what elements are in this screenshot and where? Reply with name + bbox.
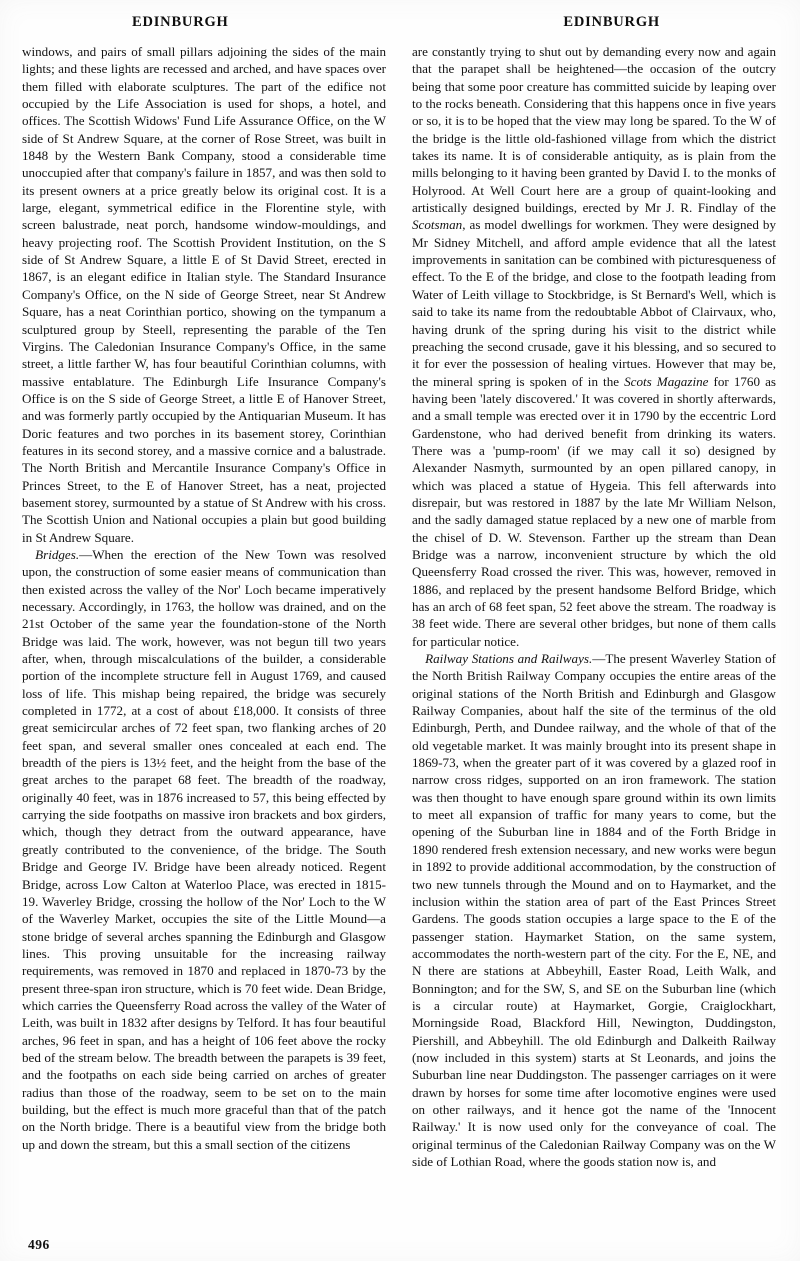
two-column-body (22, 43, 778, 1170)
left-column (22, 43, 386, 1153)
running-head-right: EDINBURGH (563, 14, 660, 30)
bridges-body-text: —When the erection of the New Town was resolved upon, the construction of some easier means of communication than then existed across the valley of the Nor' Loch became imperatively necessary. Accordingly, in 1763, the hollow was drained, and on the 21st October of the same year the foundation-stone of the North Bridge was laid. The work, however, was not begun till two years after, when, through miscalculations of the builder, a considerable portion of the incomplete structure fell in August 1769, and caused loss of life. This mishap being repaired, the bridge was securely completed in 1772, at a cost of about £18,000. It consists of three great semicircular arches of 72 feet span, two flanking arches of 20 feet span, and several smaller ones concealed at each end. The breadth of the piers is 13½ feet, and the height from the base of the great arches to the parapet 68 feet. The breadth of the roadway, originally 40 feet, was in 1876 increased to 57, this being effected by carrying the side footpaths on massive iron brackets and box girders, which, though they detract from the outward appearance, have greatly contributed to the convenience, of the bridge. The South Bridge and George IV. Bridge have been already noticed. Regent Bridge, across Low Calton at Waterloo Place, was erected in 1815-19. Waverley Bridge, crossing the hollow of the Nor' Loch to the W of the Waverley Market, occupies the site of the Little Mound—a stone bridge of several arches spanning the Edinburgh and Glasgow lines. This proving unsuitable for the increasing railway requirements, was removed in 1870 and replaced in 1870-73 by the present three-span iron structure, which is 70 feet wide. Dean Bridge, which carries the Queensferry Road across the valley of the Water of Leith, was built in 1832 after designs by Telford. It has four beautiful arches, 96 feet in span, and has a height of 106 feet above the rocky bed of the stream below. The breadth between the parapets is 39 feet, and the footpaths on each side being carried on arches of greater radius than those of the roadway, seem to be set on to the main building, but the effect is much more graceful than that of the patch on the North bridge. There is a beautiful view from the bridge both up and down the stream, but this a small section of the citizens (22, 546, 386, 1152)
italic-scotsman: Scotsman (412, 217, 463, 233)
running-head-left: EDINBURGH (132, 14, 229, 30)
paragraph-bridges (22, 546, 386, 1153)
right-text-part-1: are constantly trying to shut out by demanding every now and again that the parapet shall be heightened—the occasion of the outcry being that some poor creature has committed suicide by leaping over to the rocks beneath. Considering that this happens once in five years or so, it is to be hoped that the view may long be spared. To the W of the bridge is the little old-fashioned village from which the district takes its name. It is of considerable antiquity, as is plain from the mills belonging to it having been granted by David I. to the monks of Holyrood. At Well Court here are a group of quaint-looking and artistically designed buildings, erected by Mr J. R. Findlay of the (412, 44, 776, 216)
paragraph-dean-bridge-continued (412, 43, 776, 650)
right-text-part-2: , as model dwellings for workmen. They were designed by Mr Sidney Mitchell, and afford ample evidence that all the latest improvements in sanitation can be combined with picturesqueness of effect. To the E of the bridge, and close to the footpath leading from Water of Leith village to Stockbridge, is St Bernard's Well, which is said to take its name from the redoubtable Abbot of Clairvaux, who, having drunk of the spring during his visit to the district while preaching the second crusade, gave it his blessing, and so secured to it for ever the possession of healing virtues. However that may be, the mineral spring is spoken of in the (412, 217, 776, 389)
railway-run-in-heading: Railway Stations and Railways. (425, 651, 593, 667)
bridges-run-in-heading: Bridges. (35, 546, 80, 562)
page-number: 496 (28, 1237, 50, 1252)
paragraph-buildings: windows, and pairs of small pillars adjoining the sides of the main lights; and these lights are recessed and arched, and have spaces over them filled with elaborate sculptures. The part of the edifice not occupied by the Life Association is used for shops, a hotel, and offices. The Scottish Widows' Fund Life Assurance Office, on the W side of St Andrew Square, at the corner of Rose Street, was built in 1848 by the Western Bank Company, stood a considerable time unoccupied after that company's failure in 1857, and was then sold to its present owners at a price greatly below its original cost. It is a large, elegant, symmetrical edifice in the Florentine style, with screen balustrade, neat porch, handsome window-mouldings, and heavy projecting roof. The Scottish Provident Institution, on the S side of St Andrew Square, a little E of St David Street, erected in 1867, is an elegant edifice in Italian style. The Standard Insurance Company's Office, on the N side of George Street, near St Andrew Square, has a neat Corinthian portico, showing on the tympanum a sculptured group by Steell, representing the parable of the Ten Virgins. The Caledonian Insurance Company's Office, in the same street, a little farther W, has four beautiful Corinthian columns, with massive entablature. The Edinburgh Life Insurance Company's Office is on the S side of George Street, a little E of Hanover Street, and was formerly partly occupied by the Antiquarian Museum. It has Doric features and two porches in its basement storey, Corinthian features in its second storey, and a massive cornice and a balustrade. The North British and Mercantile Insurance Company's Office in Princes Street, to the E of Hanover Street, has a neat, projected basement storey, surmounted by a statue of St Andrew with his cross. The Scottish Union and National occupies a plain but good building in St Andrew Square. (22, 44, 386, 545)
page-header (22, 14, 778, 31)
right-text-part-3: for 1760 as having been 'lately discovered.' It was covered in shortly afterwards, and a small temple was erected over it in 1790 by the eccentric Lord Gardenstone, who had derived benefit from drinking its waters. There was a 'pump-room' (if we may call it so) designed by Alexander Nasmyth, surmounted by an open pillared canopy, in which was placed a statue of Hygeia. This fell afterwards into disrepair, but was restored in 1887 by the late Mr William Nelson, and the sadly damaged statue replaced by a new one of marble from the chisel of D. W. Stevenson. Farther up the stream than Dean Bridge was a narrow, inconvenient structure by which the old Queensferry Road crossed the river. This was, however, removed in 1886, and replaced by the present handsome Belford Bridge, which has an arch of 68 feet span, 52 feet above the stream. The roadway is 38 feet wide. There are several other bridges, but none of them calls for particular notice. (412, 373, 776, 649)
right-column (412, 43, 776, 1170)
paragraph-railway-stations (412, 650, 776, 1170)
italic-scots-magazine: Scots Magazine (624, 373, 709, 389)
railway-body-text: —The present Waverley Station of the North British Railway Company occupies the entire areas of the original stations of the North British and Edinburgh and Glasgow Railway Companies, about half the site of the terminus of the old Edinburgh, Perth, and Dundee railway, and the whole of that of the old vegetable market. It was mainly brought into its present shape in 1869-73, when the greater part of it was covered by a glazed roof in narrow cross ridges, supported on an iron framework. The station was then thought to have enough spare ground within its own limits to meet all expansion of traffic for many years to come, but the opening of the Suburban line in 1884 and of the Forth Bridge in 1890 rendered fresh extension necessary, and new works were begun in 1892 to provide additional accommodation, by the construction of two new tunnels through the Mound and on to Haymarket, and the inclusion within the station area of part of the East Princes Street Gardens. The goods station occupies a large space to the E of the passenger station. Haymarket Station, on the same system, accommodates the north-western part of the city. For the E, NE, and N there are stations at Abbeyhill, Easter Road, Leith Walk, and Bonnington; and for the SW, S, and SE on the Suburban line (which is a circular route) at Haymarket, Gorgie, Craiglockhart, Morningside Road, Blackford Hill, Newington, Duddingston, Piershill, and Abbeyhill. The old Edinburgh and Dalkeith Railway (now included in this system) starts at St Leonards, and joins the Suburban line near Duddingston. The passenger carriages on it were drawn by horses for some time after locomotive engines were used on other railways, and it hence got the name of the 'Innocent Railway.' It is now used only for the conveyance of coal. The original terminus of the Caledonian Railway Company was on the W side of Lothian Road, where the goods station now is, and (412, 651, 776, 1169)
